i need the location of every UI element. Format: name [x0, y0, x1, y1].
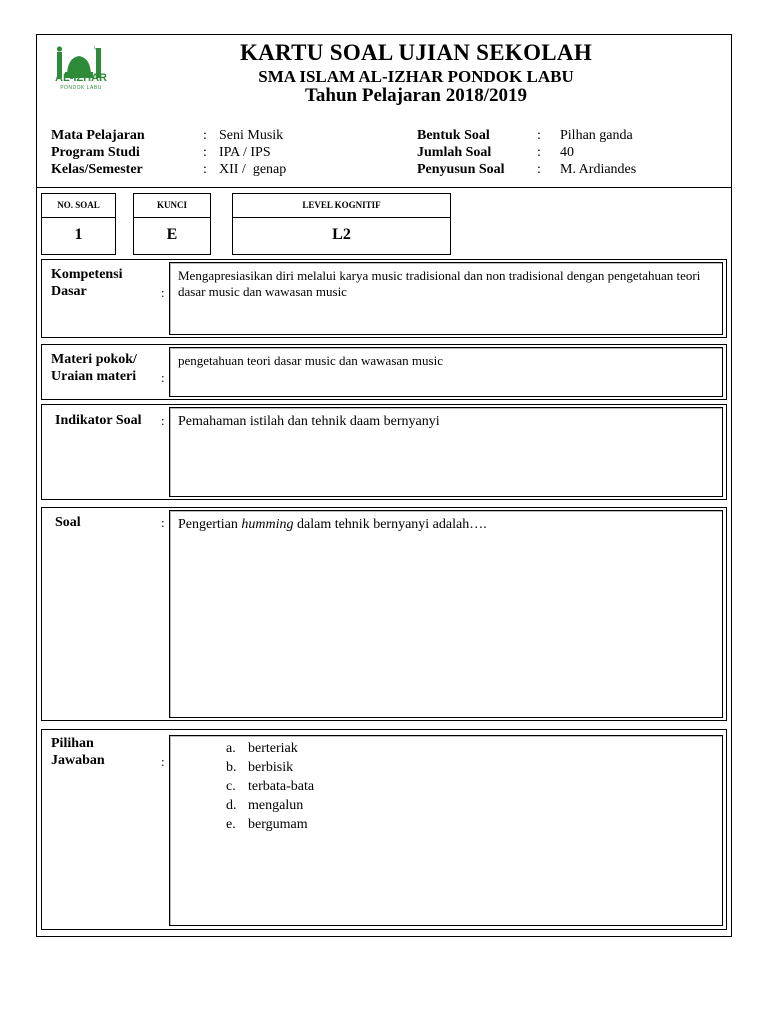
info-colon: : — [537, 145, 541, 160]
no-soal-label: NO. SOAL — [42, 194, 115, 218]
materi-text: pengetahuan teori dasar music dan wawasan music — [178, 353, 443, 368]
info-label-class: Kelas/Semester — [51, 162, 143, 177]
soal-box — [169, 510, 723, 718]
info-colon: : — [537, 128, 541, 143]
academic-year: Tahun Pelajaran 2018/2019 — [304, 85, 528, 106]
school-logo — [51, 42, 111, 96]
info-colon: : — [203, 162, 207, 177]
materi-box — [169, 347, 723, 397]
section-indikator — [41, 404, 727, 500]
soal-text — [178, 517, 714, 533]
soal-text-italic: humming — [241, 517, 294, 532]
kompetensi-text: Mengapresiasikan diri melalui karya music tradisional dan non tradisional dengan pengetahuan teori dasar music dan wawasan music — [178, 268, 701, 299]
option-text: berteriak — [248, 741, 298, 756]
page-title: KARTU SOAL UJIAN SEKOLAH — [239, 40, 593, 65]
option-d — [226, 796, 303, 815]
level-value: L2 — [332, 226, 351, 243]
option-text: berbisik — [248, 760, 294, 775]
option-e — [226, 815, 308, 834]
soal-label: Soal — [55, 515, 81, 530]
info-label-program: Program Studi — [51, 145, 140, 160]
option-letter: c. — [226, 779, 236, 794]
kompetensi-box — [169, 262, 723, 335]
section-materi — [41, 344, 727, 400]
info-label-subject: Mata Pelajaran — [51, 128, 145, 143]
option-letter: e. — [226, 817, 236, 832]
option-b — [226, 758, 293, 777]
pilihan-label-1: Pilihan — [51, 736, 94, 751]
colon: : — [161, 285, 165, 300]
option-letter: d. — [226, 798, 237, 813]
pilihan-box — [169, 735, 723, 926]
kunci-box — [133, 193, 211, 255]
colon: : — [161, 754, 165, 769]
school-name: SMA ISLAM AL-IZHAR PONDOK LABU — [258, 67, 574, 86]
colon: : — [161, 370, 165, 385]
materi-label-2: Uraian materi — [51, 369, 137, 384]
section-kompetensi — [41, 259, 727, 338]
soal-text-before: Pengertian — [178, 517, 242, 532]
option-text: bergumam — [248, 817, 308, 832]
colon: : — [161, 515, 165, 530]
info-value-author: M. Ardiandes — [560, 162, 637, 177]
info-value-class: XII / genap — [219, 162, 287, 177]
info-value-count: 40 — [560, 145, 574, 160]
kompetensi-label-2: Dasar — [51, 284, 87, 299]
option-c — [226, 777, 314, 796]
level-label: LEVEL KOGNITIF — [233, 194, 450, 218]
info-colon: : — [203, 128, 207, 143]
option-letter: b. — [226, 760, 237, 775]
option-text: mengalun — [248, 798, 304, 813]
kunci-label: KUNCI — [134, 194, 210, 218]
no-soal-box — [41, 193, 116, 255]
indikator-label: Indikator Soal — [55, 413, 142, 428]
info-value-program: IPA / IPS — [219, 145, 271, 160]
colon: : — [161, 413, 165, 428]
option-letter: a. — [226, 741, 236, 756]
divider — [36, 187, 732, 188]
kunci-value: E — [166, 226, 178, 243]
info-colon: : — [203, 145, 207, 160]
indikator-text: Pemahaman istilah dan tehnik daam bernyanyi — [178, 414, 440, 429]
section-soal — [41, 507, 727, 721]
info-value-subject: Seni Musik — [219, 128, 284, 143]
pilihan-label-2: Jawaban — [51, 753, 105, 768]
indikator-box — [169, 407, 723, 497]
info-value-form: Pilhan ganda — [560, 128, 633, 143]
soal-text-after: dalam tehnik bernyanyi adalah…. — [293, 517, 487, 532]
option-text: terbata-bata — [248, 779, 315, 794]
level-box — [232, 193, 451, 255]
logo-text: AL-IZHAR — [55, 72, 107, 84]
no-soal-value: 1 — [74, 226, 83, 243]
materi-label-1: Materi pokok/ — [51, 352, 137, 367]
kompetensi-label-1: Kompetensi — [51, 267, 123, 282]
section-pilihan — [41, 729, 727, 930]
info-label-author: Penyusun Soal — [417, 162, 505, 177]
option-a — [226, 739, 298, 758]
logo-subtext: PONDOK LABU — [60, 85, 102, 91]
info-label-form: Bentuk Soal — [417, 128, 490, 143]
info-colon: : — [537, 162, 541, 177]
info-label-count: Jumlah Soal — [417, 145, 492, 160]
